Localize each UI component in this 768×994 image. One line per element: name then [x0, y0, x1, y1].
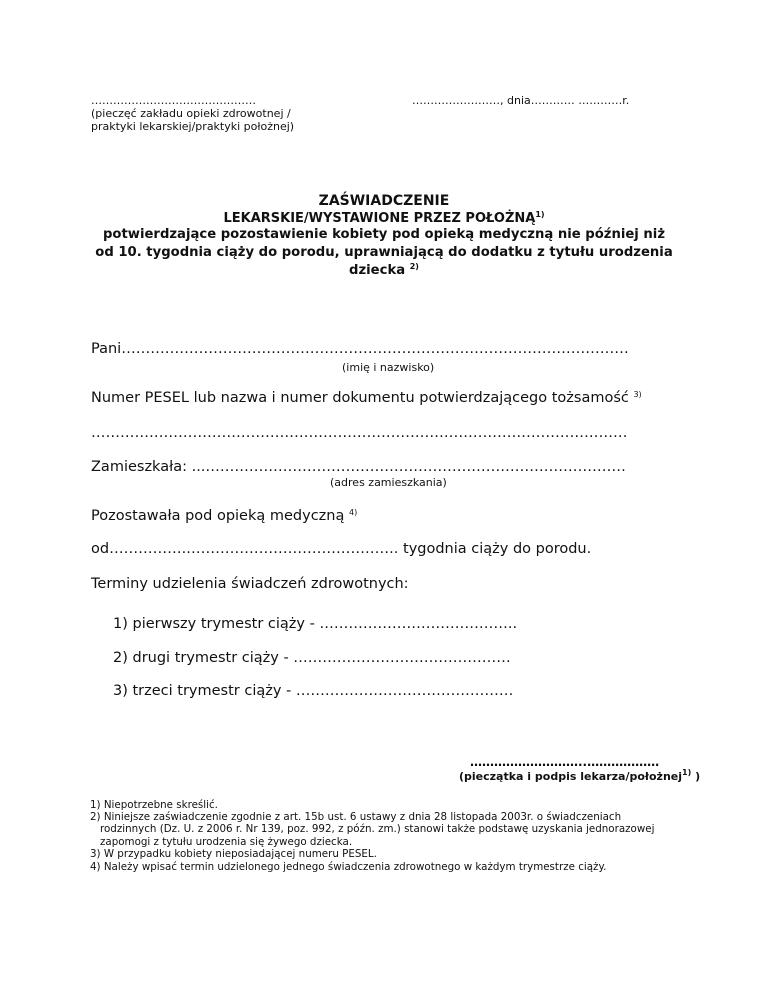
title-subline-2: potwierdzające pozostawienie kobiety pod opieką medyczną nie później niż: [102, 227, 665, 242]
pesel-label: [91, 390, 642, 406]
footnote-2c: zapomogi z tytułu urodzenia się żywego dziecka.: [100, 836, 353, 848]
title-subline-3: od 10. tygodnia ciąży do porodu, uprawniającą do dodatku z tytułu urodzenia: [95, 245, 673, 260]
signature-dots: ………………………..………………: [470, 755, 660, 769]
footnote-4: 4) Należy wpisać termin udzielonego jednego świadczenia zdrowotnego w każdym trymestrze ciąży.: [90, 861, 607, 873]
care-label: [91, 508, 357, 524]
footnote-ref-4: 4): [348, 508, 358, 517]
signature-caption-end: ): [695, 770, 701, 783]
stamp-block: [91, 94, 294, 133]
footnote-2b: rodzinnych (Dz. U. z 2006 r. Nr 139, poz. 992, z późn. zm.) stanowi także podstawę uzyskania jednorazowej: [100, 823, 655, 835]
title-subline-1: [0, 211, 768, 226]
pesel-label-text: Numer PESEL lub nazwa i numer dokumentu potwierdzającego tożsamość: [91, 390, 629, 406]
pani-field: Pani……………………………………………………………………………………………: [91, 341, 629, 357]
title-subline-4-text: dziecka: [349, 263, 406, 278]
od-field: od…………….…………………………………….. tygodnia ciąży do porodu.: [91, 541, 592, 557]
trimester-2: 2) drugi trymestr ciąży - ………………………………………: [113, 650, 511, 666]
pani-caption: (imię i nazwisko): [342, 361, 435, 374]
document-title: ZAŚWIADCZENIE: [318, 193, 450, 209]
care-label-text: Pozostawała pod opieką medyczną: [91, 508, 345, 524]
footnote-3: 3) W przypadku kobiety nieposiadającej numeru PESEL.: [90, 848, 377, 860]
footnote-ref-1: 1): [535, 210, 545, 219]
footnote-ref-5: 1): [682, 768, 692, 777]
title-subline-1-text: LEKARSKIE/WYSTAWIONE PRZEZ POŁOŻNĄ: [223, 211, 536, 226]
signature-caption-text: (pieczątka i podpis lekarza/położnej: [459, 770, 683, 783]
date-line: ……………………, dnia………… …………r.: [412, 94, 630, 107]
address-caption: (adres zamieszkania): [330, 476, 447, 489]
footnote-2a: 2) Niniejsze zaświadczenie zgodnie z art. 15b ust. 6 ustawy z dnia 28 listopada 2003r. o świadczeniach: [90, 811, 622, 823]
terms-label: Terminy udzielenia świadczeń zdrowotnych:: [91, 576, 409, 592]
footnote-1: 1) Niepotrzebne skreślić.: [90, 799, 218, 811]
title-subline-4: [0, 263, 768, 278]
trimester-3: 3) trzeci trymestr ciąży - ………………………………………: [113, 683, 514, 699]
footnote-ref-2: 2): [409, 262, 419, 271]
footnote-ref-3: 3): [633, 390, 642, 399]
signature-caption: [459, 770, 700, 783]
trimester-1: 1) pierwszy trymestr ciąży - …………………………………..: [113, 616, 518, 632]
stamp-caption-2: praktyki lekarskiej/praktyki położnej): [91, 120, 295, 133]
stamp-dots: ………………………………………: [91, 94, 256, 107]
stamp-caption-1: (pieczęć zakładu opieki zdrowotnej /: [91, 107, 291, 120]
pesel-field: …………………………………………………………………………………………………: [91, 425, 628, 441]
address-field: Zamieszkała: ...……………………………………………………………………………: [91, 459, 626, 475]
